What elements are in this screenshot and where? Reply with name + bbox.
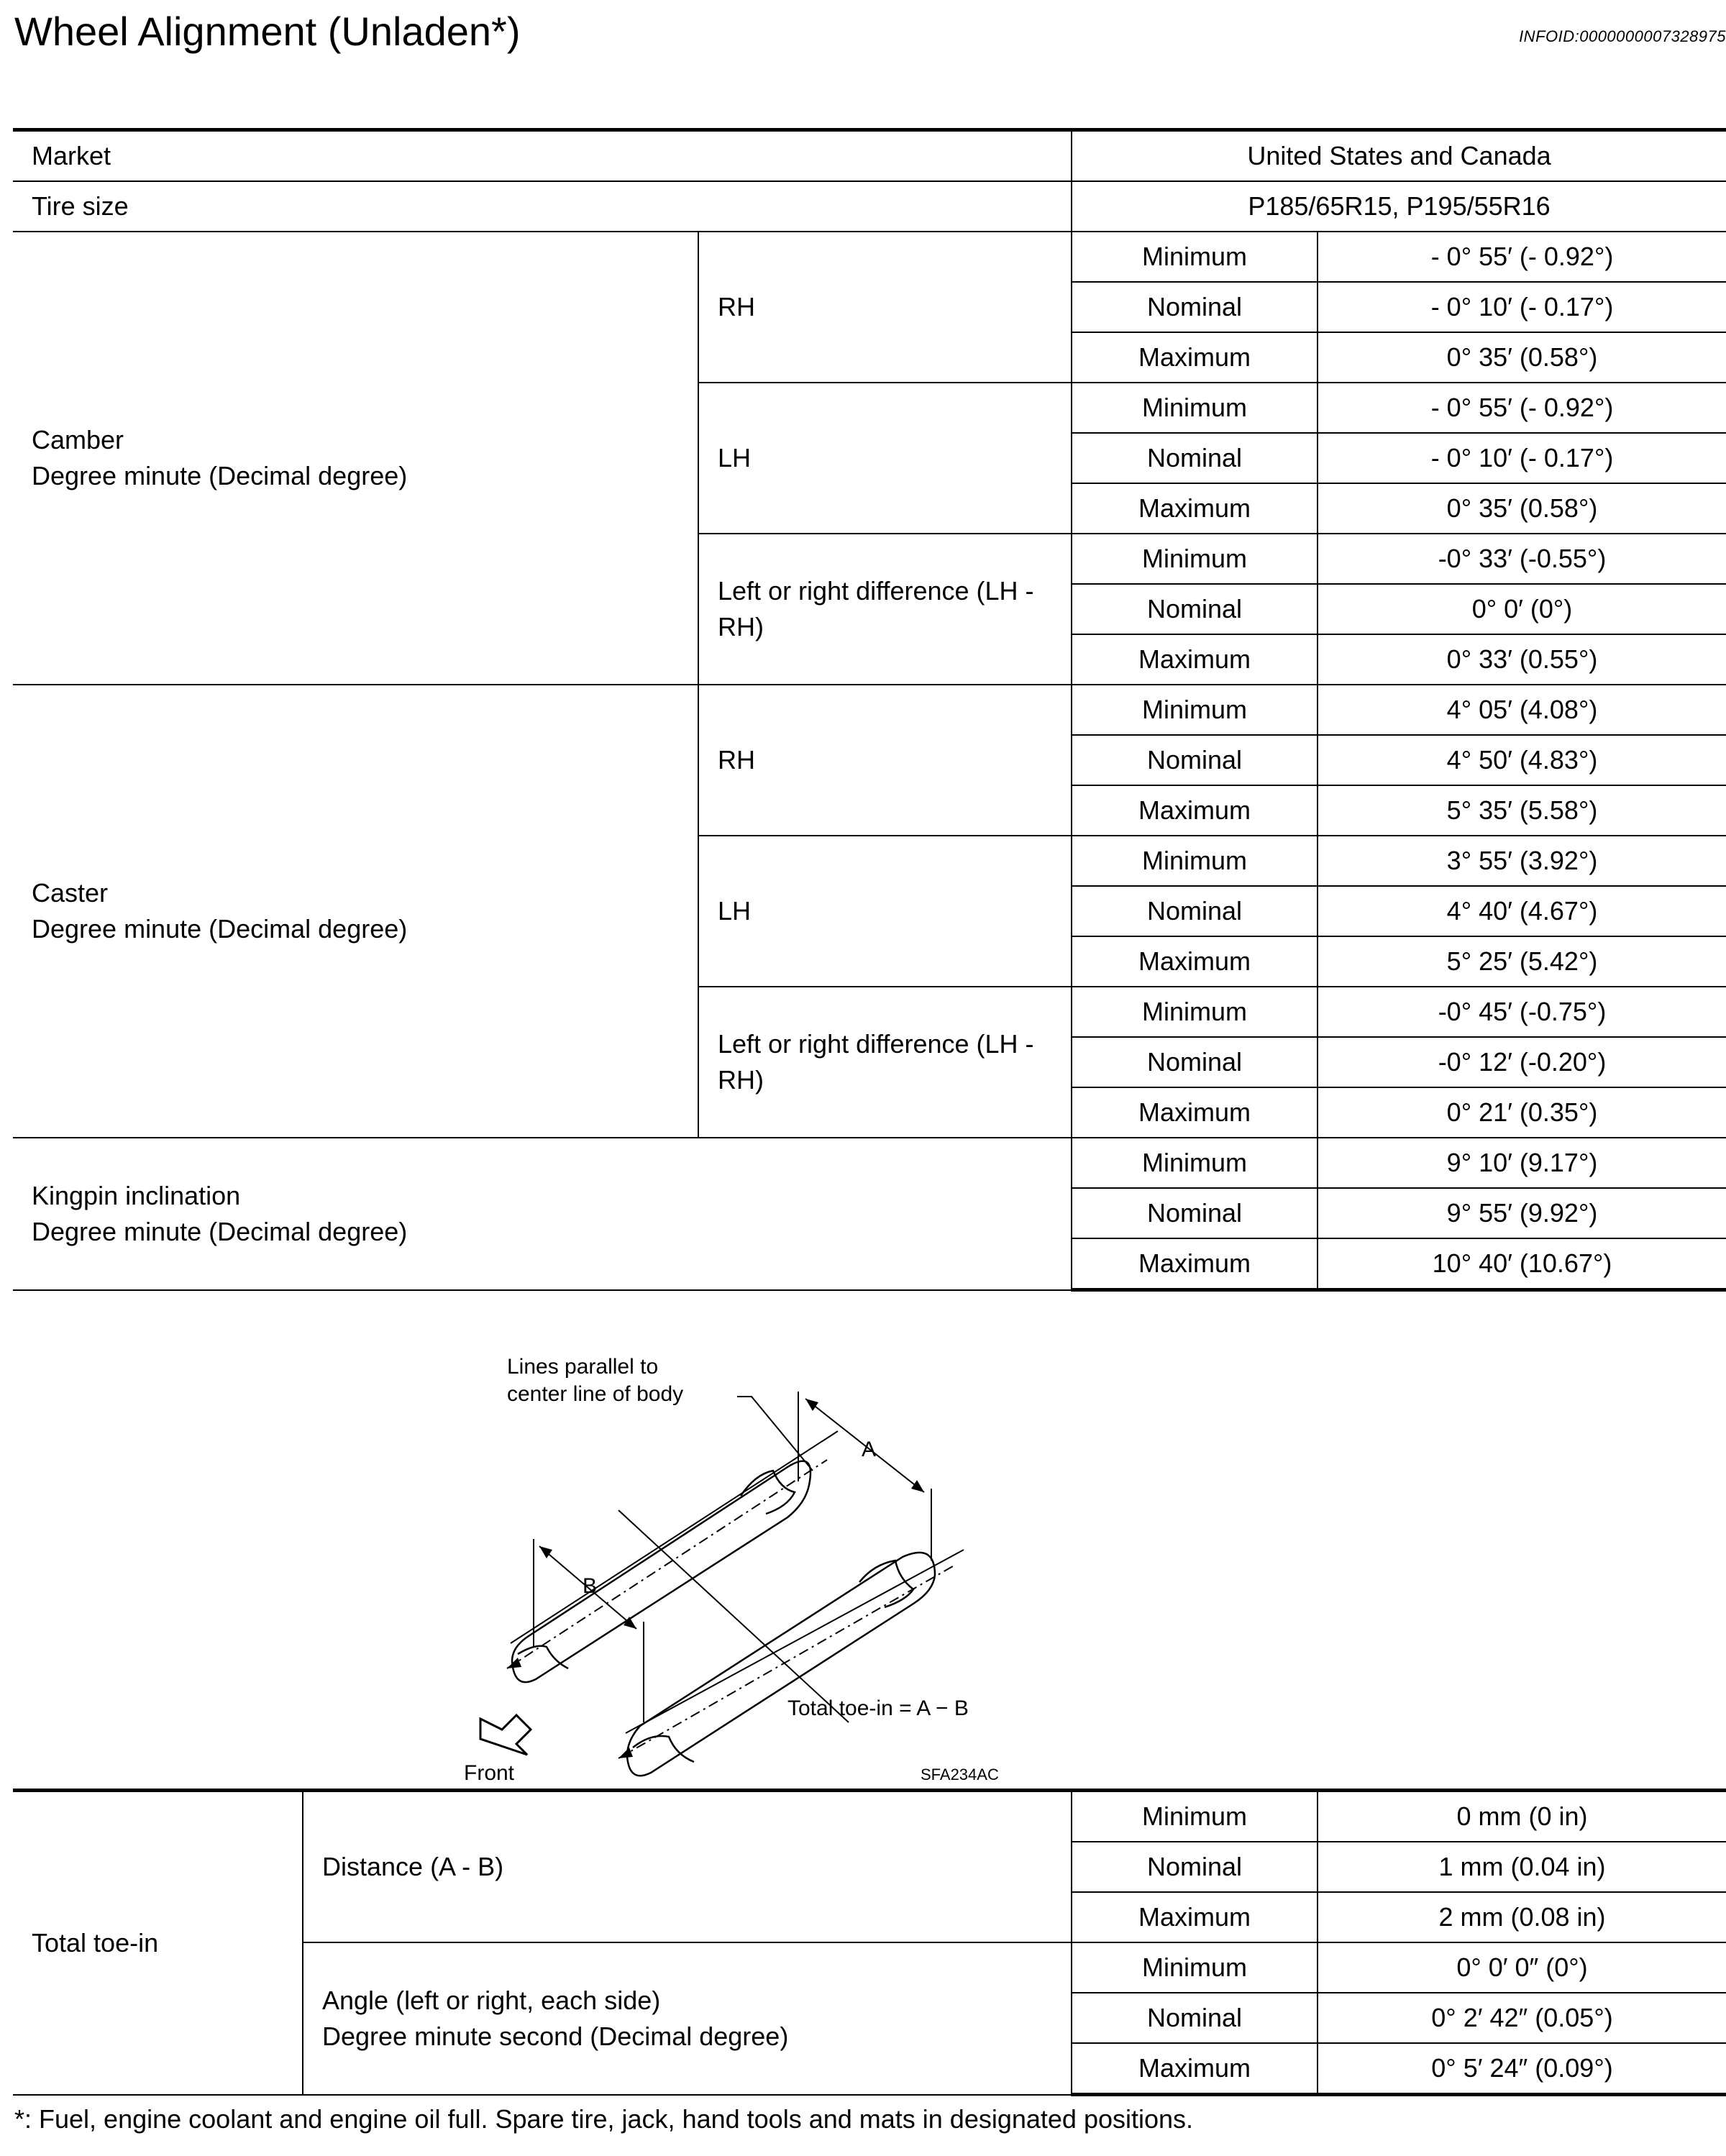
diagram-label-toe: Total toe-in = A − B	[787, 1696, 969, 1720]
table-row	[13, 181, 1726, 232]
camber-lh-nom: - 0° 10′ (- 0.17°)	[1318, 433, 1726, 483]
kingpin-min: 9° 10′ (9.17°)	[1318, 1138, 1726, 1188]
min-label: Minimum	[1072, 534, 1318, 584]
toe-in-label: Total toe-in	[13, 1791, 303, 2095]
max-label: Maximum	[1072, 332, 1318, 383]
toe-in-diagram	[432, 1330, 1079, 1791]
caster-diff-max: 0° 21′ (0.35°)	[1318, 1087, 1726, 1138]
parallel-line	[511, 1431, 838, 1643]
kingpin-nom: 9° 55′ (9.92°)	[1318, 1188, 1726, 1238]
arrow-head	[507, 1658, 521, 1668]
caster-rh-label: RH	[698, 685, 1072, 836]
caster-diff-nom: -0° 12′ (-0.20°)	[1318, 1037, 1726, 1087]
camber-diff-max: 0° 33′ (0.55°)	[1318, 634, 1726, 685]
nom-label: Nominal	[1072, 433, 1318, 483]
arrow-head	[911, 1480, 924, 1492]
caster-rh-nom: 4° 50′ (4.83°)	[1318, 735, 1726, 785]
angle-max: 0° 5′ 24″ (0.09°)	[1318, 2043, 1726, 2095]
nom-label: Nominal	[1072, 584, 1318, 634]
camber-lh-min: - 0° 55′ (- 0.92°)	[1318, 383, 1726, 433]
min-label: Minimum	[1072, 1791, 1318, 1842]
arrow-head	[539, 1546, 552, 1558]
distance-nom: 1 mm (0.04 in)	[1318, 1842, 1726, 1892]
camber-diff-label-line1: Left or right difference (LH -	[718, 576, 1034, 606]
max-label: Maximum	[1072, 1087, 1318, 1138]
camber-diff-label	[698, 534, 1072, 685]
caster-lh-min: 3° 55′ (3.92°)	[1318, 836, 1726, 886]
table-row	[13, 1138, 1726, 1188]
caster-label-line2: Degree minute (Decimal degree)	[32, 914, 408, 944]
right-tire-tread	[633, 1736, 694, 1762]
camber-lh-label: LH	[698, 383, 1072, 534]
nom-label: Nominal	[1072, 886, 1318, 936]
tire-size-label: Tire size	[13, 181, 1072, 232]
nom-label: Nominal	[1072, 1037, 1318, 1087]
camber-label-line2: Degree minute (Decimal degree)	[32, 461, 408, 490]
camber-diff-nom: 0° 0′ (0°)	[1318, 584, 1726, 634]
nom-label: Nominal	[1072, 1842, 1318, 1892]
min-label: Minimum	[1072, 383, 1318, 433]
arrow-head	[624, 1617, 636, 1629]
market-label: Market	[13, 130, 1072, 182]
caster-label	[13, 685, 698, 1138]
max-label: Maximum	[1072, 1892, 1318, 1942]
camber-rh-label: RH	[698, 232, 1072, 383]
tire-size-value: P185/65R15, P195/55R16	[1072, 181, 1726, 232]
caster-diff-label-line2: RH)	[718, 1065, 764, 1095]
angle-label-line1: Angle (left or right, each side)	[322, 1985, 661, 2015]
body-center-line	[618, 1510, 849, 1722]
angle-min: 0° 0′ 0″ (0°)	[1318, 1942, 1726, 1993]
info-id: INFOID:0000000007328975	[1519, 27, 1726, 45]
angle-label	[303, 1942, 1072, 2095]
arrow-head	[618, 1748, 633, 1758]
table-row	[13, 130, 1726, 182]
caster-lh-max: 5° 25′ (5.42°)	[1318, 936, 1726, 987]
camber-diff-label-line2: RH)	[718, 612, 764, 641]
min-label: Minimum	[1072, 232, 1318, 282]
camber-rh-nom: - 0° 10′ (- 0.17°)	[1318, 282, 1726, 332]
caster-lh-nom: 4° 40′ (4.67°)	[1318, 886, 1726, 936]
caster-rh-min: 4° 05′ (4.08°)	[1318, 685, 1726, 735]
kingpin-label-line2: Degree minute (Decimal degree)	[32, 1216, 408, 1246]
left-tire-outline	[512, 1461, 811, 1682]
kingpin-label-line1: Kingpin inclination	[32, 1180, 241, 1210]
min-label: Minimum	[1072, 1942, 1318, 1993]
angle-label-line2: Degree minute second (Decimal degree)	[322, 2021, 789, 2051]
camber-diff-min: -0° 33′ (-0.55°)	[1318, 534, 1726, 584]
camber-rh-min: - 0° 55′ (- 0.92°)	[1318, 232, 1726, 282]
diagram-label-lines-1: Lines parallel to	[507, 1355, 659, 1379]
diagram-label-front: Front	[464, 1761, 515, 1785]
market-value: United States and Canada	[1072, 130, 1726, 182]
kingpin-label	[13, 1138, 1072, 1290]
kingpin-max: 10° 40′ (10.67°)	[1318, 1238, 1726, 1290]
camber-label-line1: Camber	[32, 425, 124, 455]
table-row	[13, 685, 1726, 735]
diagram-label-a: A	[862, 1438, 877, 1461]
max-label: Maximum	[1072, 483, 1318, 534]
min-label: Minimum	[1072, 987, 1318, 1037]
caster-diff-min: -0° 45′ (-0.75°)	[1318, 987, 1726, 1037]
caster-rh-max: 5° 35′ (5.58°)	[1318, 785, 1726, 836]
max-label: Maximum	[1072, 1238, 1318, 1290]
camber-rh-max: 0° 35′ (0.58°)	[1318, 332, 1726, 383]
toe-in-table	[13, 1789, 1726, 2096]
distance-max: 2 mm (0.08 in)	[1318, 1892, 1726, 1942]
arrow-head	[805, 1399, 818, 1411]
nom-label: Nominal	[1072, 282, 1318, 332]
camber-label	[13, 232, 698, 685]
min-label: Minimum	[1072, 836, 1318, 886]
nom-label: Nominal	[1072, 735, 1318, 785]
camber-lh-max: 0° 35′ (0.58°)	[1318, 483, 1726, 534]
max-label: Maximum	[1072, 2043, 1318, 2095]
table-row	[13, 1791, 1726, 1842]
distance-min: 0 mm (0 in)	[1318, 1791, 1726, 1842]
label-leader-line	[737, 1397, 813, 1471]
distance-label: Distance (A - B)	[303, 1791, 1072, 1943]
nom-label: Nominal	[1072, 1993, 1318, 2043]
max-label: Maximum	[1072, 936, 1318, 987]
page-title: Wheel Alignment (Unladen*)	[14, 9, 521, 54]
min-label: Minimum	[1072, 685, 1318, 735]
caster-diff-label-line1: Left or right difference (LH -	[718, 1029, 1034, 1059]
max-label: Maximum	[1072, 785, 1318, 836]
table-row	[13, 232, 1726, 282]
angle-nom: 0° 2′ 42″ (0.05°)	[1318, 1993, 1726, 2043]
caster-lh-label: LH	[698, 836, 1072, 987]
max-label: Maximum	[1072, 634, 1318, 685]
caster-diff-label	[698, 987, 1072, 1138]
front-arrow-icon	[480, 1715, 531, 1755]
footnote: *: Fuel, engine coolant and engine oil full. Spare tire, jack, hand tools and mats in designated positions.	[14, 2104, 1194, 2134]
min-label: Minimum	[1072, 1138, 1318, 1188]
nom-label: Nominal	[1072, 1188, 1318, 1238]
diagram-label-b: B	[583, 1574, 598, 1598]
caster-label-line1: Caster	[32, 878, 109, 908]
diagram-label-lines-2: center line of body	[507, 1382, 684, 1406]
diagram-code: SFA234AC	[921, 1766, 999, 1783]
wheel-alignment-table	[13, 128, 1726, 1292]
